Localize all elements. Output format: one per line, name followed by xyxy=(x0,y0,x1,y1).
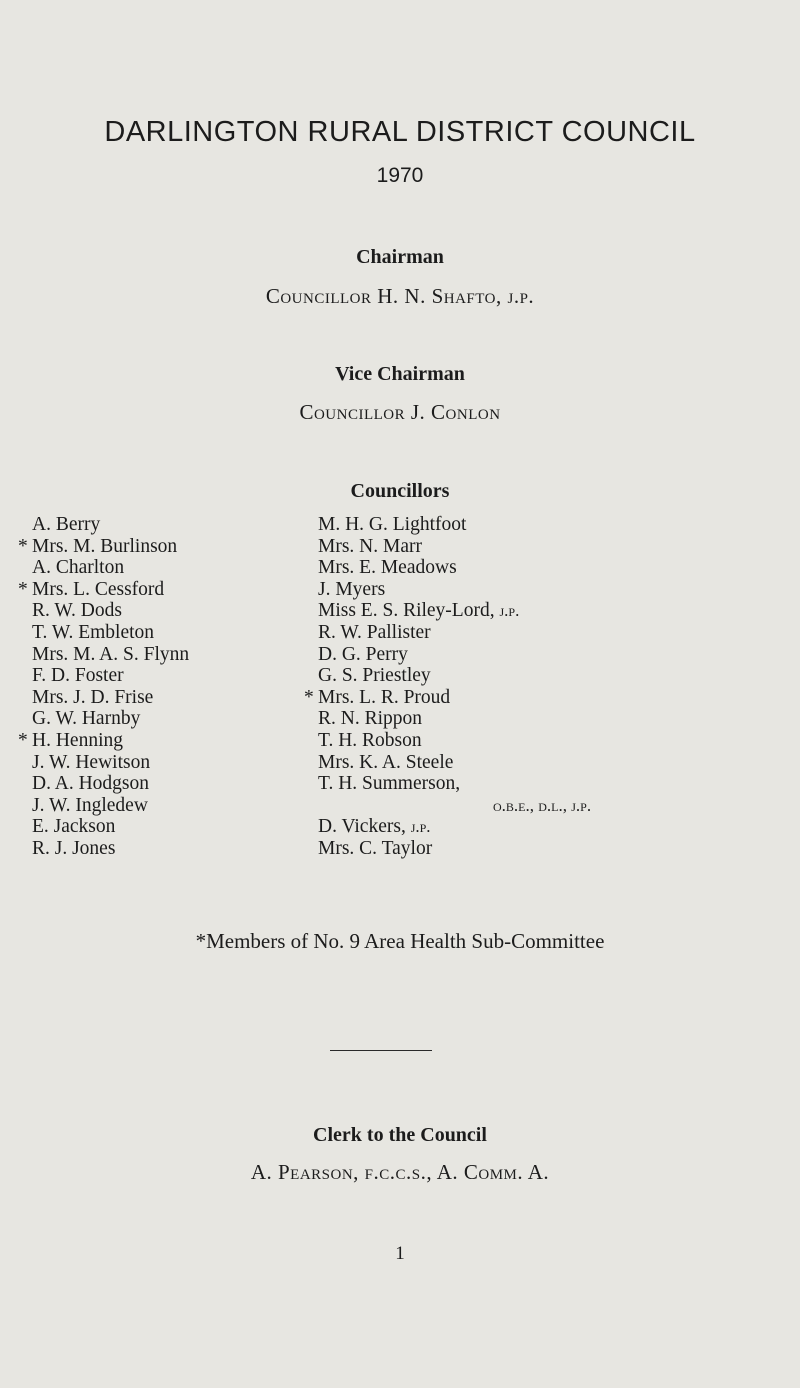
councillor-item: Mrs. C. Taylor xyxy=(318,837,433,859)
councillor-item: Miss E. S. Riley-Lord, j.p. xyxy=(318,600,520,622)
councillor-item: R. W. Pallister xyxy=(318,621,431,643)
councillor-item: R. J. Jones xyxy=(32,837,116,859)
councillor-honours-continuation: o.b.e., d.l., j.p. xyxy=(493,795,592,815)
councillor-item: * Mrs. M. Burlinson xyxy=(18,535,178,557)
councillor-item: T. H. Robson xyxy=(318,729,422,751)
councillor-item: J. W. Ingledew xyxy=(32,794,148,816)
councillor-item: D. G. Perry xyxy=(318,643,408,665)
councillors-heading: Councillors xyxy=(350,480,450,502)
councillor-item: G. S. Priestley xyxy=(318,665,431,687)
councillor-item: D. A. Hodgson xyxy=(32,773,150,795)
councillor-item: * H. Henning xyxy=(18,729,123,751)
councillor-item: Mrs. J. D. Frise xyxy=(32,686,154,708)
councillors-list-right xyxy=(304,514,592,860)
councillor-item: A. Charlton xyxy=(32,557,125,579)
councillor-item: R. N. Rippon xyxy=(318,708,423,730)
footnote: *Members of No. 9 Area Health Sub-Committee xyxy=(195,929,605,953)
clerk-name: A. Pearson, f.c.c.s., A. Comm. A. xyxy=(250,1160,550,1184)
councillor-item: T. H. Summerson, xyxy=(318,773,461,795)
councillor-item: G. W. Harnby xyxy=(32,708,141,730)
councillor-item: Mrs. E. Meadows xyxy=(318,557,457,579)
councillor-item: M. H. G. Lightfoot xyxy=(318,514,467,535)
councillor-item: * Mrs. L. R. Proud xyxy=(304,686,451,708)
councillor-item: E. Jackson xyxy=(32,816,116,838)
clerk-heading: Clerk to the Council xyxy=(313,1124,487,1146)
councillor-item: F. D. Foster xyxy=(32,665,124,687)
year: 1970 xyxy=(376,164,424,187)
councillor-item: Mrs. M. A. S. Flynn xyxy=(32,643,190,665)
vice-chairman-heading: Vice Chairman xyxy=(335,363,465,385)
council-title: DARLINGTON RURAL DISTRICT COUNCIL xyxy=(104,116,696,148)
councillor-item: R. W. Dods xyxy=(32,600,122,622)
councillor-item: Mrs. N. Marr xyxy=(318,535,422,557)
divider-rule xyxy=(330,1050,432,1051)
councillor-item: D. Vickers, j.p. xyxy=(318,816,431,838)
councillor-item: J. Myers xyxy=(318,578,386,600)
vice-chairman-name: Councillor J. Conlon xyxy=(299,400,501,424)
councillor-item: * Mrs. L. Cessford xyxy=(18,578,165,600)
councillor-item: J. W. Hewitson xyxy=(32,751,151,773)
councillor-item: Mrs. K. A. Steele xyxy=(318,751,454,773)
page-number: 1 xyxy=(395,1243,405,1264)
councillors-list-left xyxy=(18,514,190,860)
councillor-item: T. W. Embleton xyxy=(32,621,155,643)
chairman-name: Councillor H. N. Shafto, j.p. xyxy=(265,284,535,308)
councillor-item: A. Berry xyxy=(32,514,101,535)
chairman-heading: Chairman xyxy=(356,246,444,268)
